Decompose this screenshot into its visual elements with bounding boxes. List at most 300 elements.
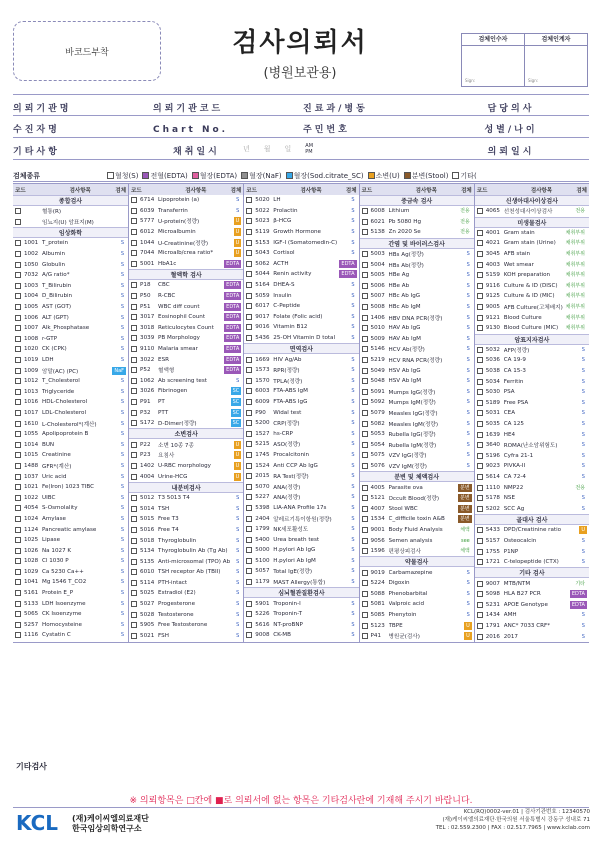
test-checkbox[interactable]: [362, 272, 368, 278]
test-item[interactable]: [475, 610, 589, 621]
test-checkbox[interactable]: [131, 495, 137, 501]
test-item[interactable]: [129, 237, 243, 248]
test-checkbox[interactable]: [246, 250, 252, 256]
test-checkbox[interactable]: [131, 569, 137, 575]
test-checkbox[interactable]: [362, 633, 368, 639]
test-checkbox[interactable]: [362, 410, 368, 416]
test-checkbox[interactable]: [246, 324, 252, 330]
test-checkbox[interactable]: [362, 357, 368, 363]
test-checkbox[interactable]: [362, 623, 368, 629]
test-item[interactable]: [244, 248, 358, 259]
test-item[interactable]: [129, 493, 243, 504]
test-checkbox[interactable]: [246, 526, 252, 532]
test-checkbox[interactable]: [246, 197, 252, 203]
pm-option[interactable]: PM: [305, 148, 313, 155]
test-item[interactable]: [360, 525, 474, 536]
test-item[interactable]: [360, 281, 474, 292]
test-item[interactable]: [13, 206, 128, 217]
test-item[interactable]: [13, 620, 128, 631]
test-item[interactable]: [475, 238, 589, 249]
test-item[interactable]: [13, 312, 128, 323]
test-checkbox[interactable]: [131, 229, 137, 235]
test-checkbox[interactable]: [15, 579, 21, 585]
test-item[interactable]: [360, 610, 474, 621]
test-item[interactable]: [360, 482, 474, 493]
test-checkbox[interactable]: [131, 208, 137, 214]
test-item[interactable]: [360, 206, 474, 217]
test-item[interactable]: [475, 419, 589, 430]
test-item[interactable]: [13, 524, 128, 535]
test-item[interactable]: [13, 588, 128, 599]
test-item[interactable]: [129, 609, 243, 620]
test-item[interactable]: [129, 397, 243, 408]
test-checkbox[interactable]: [477, 251, 483, 257]
test-item[interactable]: [360, 567, 474, 578]
test-checkbox[interactable]: [477, 325, 483, 331]
test-checkbox[interactable]: [477, 549, 483, 555]
date-day[interactable]: 일: [284, 144, 292, 153]
test-item[interactable]: [360, 334, 474, 345]
test-checkbox[interactable]: [131, 420, 137, 426]
test-checkbox[interactable]: [477, 495, 483, 501]
test-checkbox[interactable]: [477, 357, 483, 363]
test-item[interactable]: [244, 450, 358, 461]
test-checkbox[interactable]: [131, 197, 137, 203]
test-item[interactable]: [360, 439, 474, 450]
test-item[interactable]: [360, 578, 474, 589]
test-item[interactable]: [129, 439, 243, 450]
test-checkbox[interactable]: [477, 368, 483, 374]
test-checkbox[interactable]: [131, 346, 137, 352]
test-item[interactable]: [244, 418, 358, 429]
test-item[interactable]: [13, 439, 128, 450]
test-checkbox[interactable]: [131, 325, 137, 331]
test-checkbox[interactable]: [477, 304, 483, 310]
test-checkbox[interactable]: [246, 601, 252, 607]
test-checkbox[interactable]: [477, 272, 483, 278]
test-item[interactable]: [129, 535, 243, 546]
test-checkbox[interactable]: [246, 622, 252, 628]
test-checkbox[interactable]: [15, 452, 21, 458]
test-checkbox[interactable]: [131, 442, 137, 448]
test-checkbox[interactable]: [362, 229, 368, 235]
test-item[interactable]: [244, 237, 358, 248]
test-item[interactable]: [13, 281, 128, 292]
test-checkbox[interactable]: [246, 314, 252, 320]
test-checkbox[interactable]: [246, 282, 252, 288]
test-checkbox[interactable]: [246, 410, 252, 416]
test-item[interactable]: [360, 514, 474, 525]
test-item[interactable]: [129, 546, 243, 557]
test-item[interactable]: [475, 323, 589, 334]
test-item[interactable]: [13, 259, 128, 270]
test-item[interactable]: [360, 599, 474, 610]
test-item[interactable]: [244, 365, 358, 376]
test-checkbox[interactable]: [362, 283, 368, 289]
test-item[interactable]: [244, 598, 358, 609]
test-item[interactable]: [244, 216, 358, 227]
test-checkbox[interactable]: [15, 325, 21, 331]
test-checkbox[interactable]: [15, 251, 21, 257]
test-checkbox[interactable]: [15, 389, 21, 395]
test-item[interactable]: [129, 461, 243, 472]
test-checkbox[interactable]: [246, 367, 252, 373]
test-item[interactable]: [244, 290, 358, 301]
specimen-option[interactable]: 전혈(EDTA): [142, 171, 187, 181]
test-checkbox[interactable]: [477, 591, 483, 597]
test-item[interactable]: [13, 556, 128, 567]
test-checkbox[interactable]: [362, 262, 368, 268]
specimen-option[interactable]: 혈장(NaF): [241, 171, 282, 181]
test-checkbox[interactable]: [15, 632, 21, 638]
test-checkbox[interactable]: [362, 421, 368, 427]
test-item[interactable]: [360, 620, 474, 631]
test-checkbox[interactable]: [246, 378, 252, 384]
test-item[interactable]: [475, 387, 589, 398]
test-item[interactable]: [360, 270, 474, 281]
test-item[interactable]: [13, 334, 128, 345]
test-checkbox[interactable]: [362, 219, 368, 225]
test-checkbox[interactable]: [131, 218, 137, 224]
test-checkbox[interactable]: [15, 378, 21, 384]
test-checkbox[interactable]: [131, 240, 137, 246]
test-checkbox[interactable]: [246, 335, 252, 341]
test-checkbox[interactable]: [246, 420, 252, 426]
test-checkbox[interactable]: [362, 208, 368, 214]
sign-field-sender[interactable]: Sign:: [528, 78, 539, 83]
test-checkbox[interactable]: [362, 452, 368, 458]
test-checkbox[interactable]: [362, 368, 368, 374]
test-item[interactable]: [475, 589, 589, 600]
test-checkbox[interactable]: [362, 591, 368, 597]
test-item[interactable]: [360, 227, 474, 238]
test-item[interactable]: [13, 545, 128, 556]
test-item[interactable]: [244, 376, 358, 387]
specimen-option[interactable]: 소변(U): [368, 171, 400, 181]
test-item[interactable]: [244, 620, 358, 631]
test-checkbox[interactable]: [477, 389, 483, 395]
test-item[interactable]: [13, 577, 128, 588]
test-item[interactable]: [475, 429, 589, 440]
test-item[interactable]: [13, 365, 128, 376]
test-item[interactable]: [129, 354, 243, 365]
test-item[interactable]: [13, 217, 128, 228]
test-checkbox[interactable]: [477, 527, 483, 533]
test-checkbox[interactable]: [477, 474, 483, 480]
test-item[interactable]: [360, 312, 474, 323]
test-checkbox[interactable]: [15, 262, 21, 268]
test-checkbox[interactable]: [131, 516, 137, 522]
test-item[interactable]: [244, 322, 358, 333]
test-checkbox[interactable]: [246, 293, 252, 299]
test-checkbox[interactable]: [15, 442, 21, 448]
test-item[interactable]: [129, 407, 243, 418]
test-checkbox[interactable]: [131, 527, 137, 533]
test-item[interactable]: [360, 259, 474, 270]
test-checkbox[interactable]: [15, 304, 21, 310]
test-checkbox[interactable]: [15, 548, 21, 554]
test-item[interactable]: [360, 291, 474, 302]
test-checkbox[interactable]: [131, 314, 137, 320]
test-item[interactable]: [129, 333, 243, 344]
test-item[interactable]: [475, 398, 589, 409]
test-checkbox[interactable]: [362, 601, 368, 607]
test-item[interactable]: [360, 503, 474, 514]
test-item[interactable]: [129, 503, 243, 514]
test-item[interactable]: [475, 312, 589, 323]
test-item[interactable]: [475, 281, 589, 292]
test-item[interactable]: [13, 249, 128, 260]
test-item[interactable]: [244, 301, 358, 312]
test-checkbox[interactable]: [15, 272, 21, 278]
test-item[interactable]: [244, 428, 358, 439]
test-item[interactable]: [244, 269, 358, 280]
test-item[interactable]: [360, 450, 474, 461]
test-item[interactable]: [475, 376, 589, 387]
test-item[interactable]: [13, 609, 128, 620]
test-checkbox[interactable]: [15, 474, 21, 480]
test-checkbox[interactable]: [246, 271, 252, 277]
test-checkbox[interactable]: [362, 442, 368, 448]
test-checkbox[interactable]: [15, 399, 21, 405]
test-checkbox[interactable]: [477, 538, 483, 544]
test-checkbox[interactable]: [15, 537, 21, 543]
test-checkbox[interactable]: [477, 612, 483, 618]
test-item[interactable]: [360, 418, 474, 429]
test-item[interactable]: [244, 354, 358, 365]
test-checkbox[interactable]: [362, 463, 368, 469]
test-item[interactable]: [244, 333, 358, 344]
test-item[interactable]: [475, 366, 589, 377]
test-item[interactable]: [244, 460, 358, 471]
test-item[interactable]: [244, 534, 358, 545]
test-checkbox[interactable]: [15, 208, 21, 214]
test-checkbox[interactable]: [15, 558, 21, 564]
test-checkbox[interactable]: [15, 516, 21, 522]
test-checkbox[interactable]: [15, 368, 21, 374]
test-item[interactable]: [244, 556, 358, 567]
test-checkbox[interactable]: [131, 548, 137, 554]
test-item[interactable]: [129, 631, 243, 642]
test-checkbox[interactable]: [362, 293, 368, 299]
test-item[interactable]: [129, 525, 243, 536]
test-checkbox[interactable]: [131, 590, 137, 596]
test-checkbox[interactable]: [477, 262, 483, 268]
test-item[interactable]: [13, 408, 128, 419]
test-item[interactable]: [129, 312, 243, 323]
date-month[interactable]: 월: [263, 144, 271, 153]
test-checkbox[interactable]: [131, 335, 137, 341]
test-checkbox[interactable]: [477, 485, 483, 491]
test-item[interactable]: [244, 312, 358, 323]
test-checkbox[interactable]: [362, 485, 368, 491]
test-checkbox[interactable]: [131, 474, 137, 480]
test-checkbox[interactable]: [477, 581, 483, 587]
test-checkbox[interactable]: [246, 261, 252, 267]
test-item[interactable]: [475, 578, 589, 589]
test-item[interactable]: [244, 577, 358, 588]
test-item[interactable]: [129, 471, 243, 482]
test-checkbox[interactable]: [477, 442, 483, 448]
test-checkbox[interactable]: [246, 441, 252, 447]
date-year[interactable]: 년: [243, 144, 250, 153]
test-item[interactable]: [244, 471, 358, 482]
test-item[interactable]: [13, 429, 128, 440]
test-item[interactable]: [244, 386, 358, 397]
test-checkbox[interactable]: [362, 527, 368, 533]
test-item[interactable]: [475, 557, 589, 568]
specimen-option[interactable]: 혈청(S): [107, 171, 138, 181]
test-checkbox[interactable]: [15, 219, 21, 225]
test-item[interactable]: [13, 323, 128, 334]
test-item[interactable]: [360, 631, 474, 642]
test-item[interactable]: [13, 376, 128, 387]
test-item[interactable]: [244, 481, 358, 492]
test-item[interactable]: [360, 546, 474, 557]
test-checkbox[interactable]: [131, 378, 137, 384]
test-item[interactable]: [129, 344, 243, 355]
test-checkbox[interactable]: [131, 452, 137, 458]
test-item[interactable]: [475, 503, 589, 514]
test-item[interactable]: [13, 535, 128, 546]
test-item[interactable]: [129, 556, 243, 567]
test-checkbox[interactable]: [362, 538, 368, 544]
test-checkbox[interactable]: [477, 453, 483, 459]
test-item[interactable]: [129, 376, 243, 387]
test-checkbox[interactable]: [246, 505, 252, 511]
test-item[interactable]: [244, 280, 358, 291]
test-item[interactable]: [13, 344, 128, 355]
test-checkbox[interactable]: [131, 538, 137, 544]
test-item[interactable]: [360, 344, 474, 355]
test-item[interactable]: [360, 323, 474, 334]
test-item[interactable]: [360, 387, 474, 398]
test-item[interactable]: [475, 536, 589, 547]
test-checkbox[interactable]: [131, 622, 137, 628]
test-item[interactable]: [129, 567, 243, 578]
test-item[interactable]: [13, 461, 128, 472]
test-item[interactable]: [129, 599, 243, 610]
test-checkbox[interactable]: [15, 315, 21, 321]
test-item[interactable]: [360, 589, 474, 600]
test-item[interactable]: [13, 238, 128, 249]
test-checkbox[interactable]: [246, 218, 252, 224]
test-checkbox[interactable]: [246, 399, 252, 405]
test-checkbox[interactable]: [362, 580, 368, 586]
specimen-option[interactable]: 혈장(Sod.citrate_SC): [286, 171, 364, 181]
test-item[interactable]: [475, 408, 589, 419]
test-checkbox[interactable]: [246, 303, 252, 309]
test-checkbox[interactable]: [131, 612, 137, 618]
test-item[interactable]: [129, 450, 243, 461]
test-checkbox[interactable]: [246, 558, 252, 564]
test-checkbox[interactable]: [15, 495, 21, 501]
test-checkbox[interactable]: [15, 421, 21, 427]
test-checkbox[interactable]: [362, 431, 368, 437]
test-checkbox[interactable]: [477, 506, 483, 512]
test-checkbox[interactable]: [362, 612, 368, 618]
test-item[interactable]: [129, 578, 243, 589]
test-item[interactable]: [475, 621, 589, 632]
test-checkbox[interactable]: [15, 601, 21, 607]
test-checkbox[interactable]: [362, 506, 368, 512]
test-checkbox[interactable]: [15, 505, 21, 511]
test-checkbox[interactable]: [15, 484, 21, 490]
test-item[interactable]: [129, 259, 243, 270]
test-item[interactable]: [244, 566, 358, 577]
test-item[interactable]: [475, 482, 589, 493]
test-checkbox[interactable]: [246, 579, 252, 585]
test-item[interactable]: [129, 301, 243, 312]
test-checkbox[interactable]: [246, 547, 252, 553]
test-checkbox[interactable]: [477, 634, 483, 640]
test-checkbox[interactable]: [362, 399, 368, 405]
test-item[interactable]: [244, 609, 358, 620]
test-item[interactable]: [360, 355, 474, 366]
test-item[interactable]: [360, 397, 474, 408]
test-checkbox[interactable]: [246, 537, 252, 543]
test-item[interactable]: [360, 535, 474, 546]
test-checkbox[interactable]: [15, 622, 21, 628]
test-item[interactable]: [360, 429, 474, 440]
test-checkbox[interactable]: [362, 495, 368, 501]
test-checkbox[interactable]: [477, 400, 483, 406]
test-checkbox[interactable]: [362, 251, 368, 257]
test-checkbox[interactable]: [131, 559, 137, 565]
test-item[interactable]: [360, 408, 474, 419]
test-checkbox[interactable]: [477, 410, 483, 416]
test-checkbox[interactable]: [362, 516, 368, 522]
test-checkbox[interactable]: [477, 432, 483, 438]
test-checkbox[interactable]: [15, 293, 21, 299]
test-checkbox[interactable]: [477, 283, 483, 289]
test-item[interactable]: [13, 387, 128, 398]
test-checkbox[interactable]: [246, 516, 252, 522]
test-checkbox[interactable]: [246, 431, 252, 437]
specimen-option[interactable]: 혈장(EDTA): [192, 171, 237, 181]
test-checkbox[interactable]: [15, 463, 21, 469]
test-checkbox[interactable]: [131, 601, 137, 607]
test-item[interactable]: [475, 600, 589, 611]
test-checkbox[interactable]: [15, 283, 21, 289]
test-checkbox[interactable]: [477, 602, 483, 608]
test-item[interactable]: [129, 323, 243, 334]
test-checkbox[interactable]: [477, 240, 483, 246]
test-checkbox[interactable]: [15, 527, 21, 533]
test-checkbox[interactable]: [131, 580, 137, 586]
test-item[interactable]: [13, 471, 128, 482]
test-item[interactable]: [13, 270, 128, 281]
test-checkbox[interactable]: [131, 388, 137, 394]
test-item[interactable]: [360, 302, 474, 313]
test-item[interactable]: [360, 493, 474, 504]
test-item[interactable]: [244, 439, 358, 450]
test-item[interactable]: [13, 598, 128, 609]
test-item[interactable]: [475, 631, 589, 642]
test-checkbox[interactable]: [477, 315, 483, 321]
test-item[interactable]: [129, 418, 243, 429]
test-checkbox[interactable]: [477, 230, 483, 236]
test-checkbox[interactable]: [246, 463, 252, 469]
test-item[interactable]: [13, 450, 128, 461]
test-checkbox[interactable]: [246, 611, 252, 617]
test-checkbox[interactable]: [246, 229, 252, 235]
test-checkbox[interactable]: [362, 325, 368, 331]
test-item[interactable]: [475, 546, 589, 557]
test-checkbox[interactable]: [477, 347, 483, 353]
test-item[interactable]: [244, 513, 358, 524]
test-item[interactable]: [244, 259, 358, 270]
